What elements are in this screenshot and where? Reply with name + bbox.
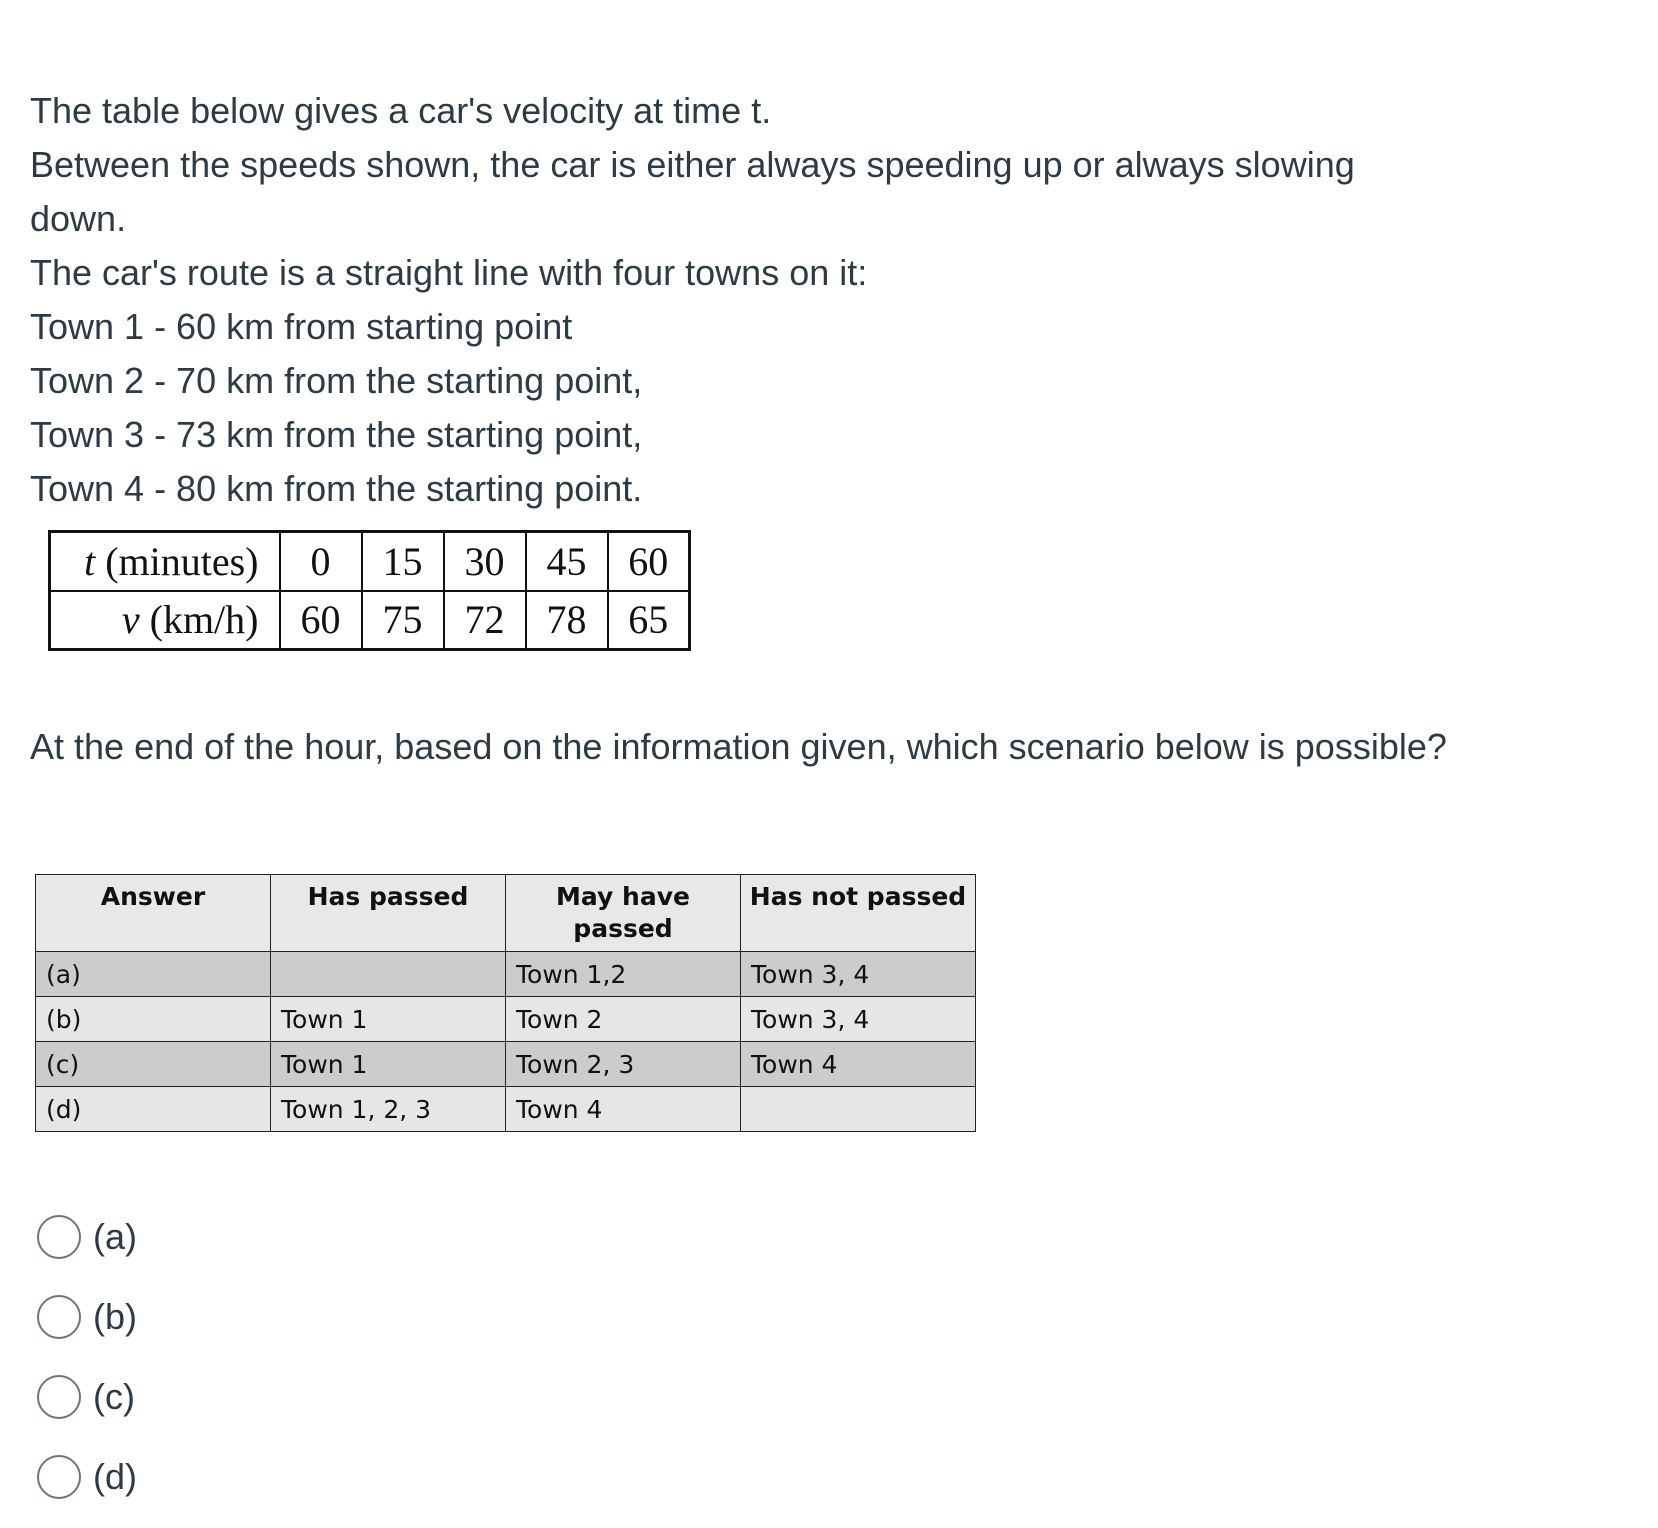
- question-line: The table below gives a car's velocity at time t.: [30, 90, 772, 131]
- table-cell: [741, 1087, 976, 1132]
- option-d[interactable]: [37, 1448, 137, 1506]
- radio-button-c[interactable]: [37, 1375, 81, 1419]
- radio-button-b[interactable]: [37, 1295, 81, 1339]
- answer-table-header: [36, 875, 976, 952]
- table-row: [36, 997, 976, 1042]
- time-value: 15: [362, 532, 444, 591]
- time-value: 0: [280, 532, 362, 591]
- velocity-value: 72: [444, 591, 526, 650]
- time-header: t (minutes): [50, 532, 280, 591]
- velocity-table: [48, 530, 691, 651]
- question-line: Town 3 - 73 km from the starting point,: [30, 414, 643, 455]
- table-cell: [271, 952, 506, 997]
- table-cell: (b): [36, 997, 271, 1042]
- velocity-row: [50, 591, 690, 650]
- velocity-value: 75: [362, 591, 444, 650]
- question-line: Town 1 - 60 km from starting point: [30, 306, 573, 347]
- table-cell: Town 1: [271, 1042, 506, 1087]
- prompt-text: [30, 720, 1450, 774]
- time-row: [50, 532, 690, 591]
- table-cell: Town 1: [271, 997, 506, 1042]
- table-cell: Town 4: [506, 1087, 741, 1132]
- velocity-value: 78: [526, 591, 608, 650]
- option-a[interactable]: [37, 1208, 137, 1266]
- table-cell: Town 1, 2, 3: [271, 1087, 506, 1132]
- header-has-not-passed: Has not passed: [741, 875, 976, 952]
- prompt-line: At the end of the hour, based on the information given, which scenario below is possible?: [30, 726, 1447, 767]
- question-line: Town 2 - 70 km from the starting point,: [30, 360, 643, 401]
- table-row: [36, 952, 976, 997]
- question-line: Between the speeds shown, the car is either always speeding up or always slowing down.: [30, 144, 1355, 239]
- time-value: 30: [444, 532, 526, 591]
- table-cell: Town 4: [741, 1042, 976, 1087]
- time-value: 60: [608, 532, 690, 591]
- option-label[interactable]: (c): [93, 1376, 135, 1417]
- header-answer: Answer: [36, 875, 271, 952]
- question-line: Town 4 - 80 km from the starting point.: [30, 468, 643, 509]
- question-line: The car's route is a straight line with four towns on it:: [30, 252, 868, 293]
- table-cell: (a): [36, 952, 271, 997]
- header-has-passed: Has passed: [271, 875, 506, 952]
- table-row: [36, 1042, 976, 1087]
- answer-options: [37, 1208, 137, 1528]
- time-value: 45: [526, 532, 608, 591]
- table-cell: Town 3, 4: [741, 997, 976, 1042]
- velocity-value: 60: [280, 591, 362, 650]
- radio-button-d[interactable]: [37, 1455, 81, 1499]
- option-label[interactable]: (d): [93, 1456, 137, 1497]
- velocity-value: 65: [608, 591, 690, 650]
- velocity-header: v (km/h): [50, 591, 280, 650]
- option-c[interactable]: [37, 1368, 137, 1426]
- table-cell: (c): [36, 1042, 271, 1087]
- question-text: [30, 84, 1450, 516]
- answer-table: [35, 874, 976, 1132]
- radio-button-a[interactable]: [37, 1215, 81, 1259]
- option-label[interactable]: (a): [93, 1216, 137, 1257]
- option-label[interactable]: (b): [93, 1296, 137, 1337]
- option-b[interactable]: [37, 1288, 137, 1346]
- table-cell: Town 2, 3: [506, 1042, 741, 1087]
- table-cell: Town 3, 4: [741, 952, 976, 997]
- table-cell: (d): [36, 1087, 271, 1132]
- table-cell: Town 2: [506, 997, 741, 1042]
- header-may-have-passed: May have passed: [506, 875, 741, 952]
- table-cell: Town 1,2: [506, 952, 741, 997]
- table-row: [36, 1087, 976, 1132]
